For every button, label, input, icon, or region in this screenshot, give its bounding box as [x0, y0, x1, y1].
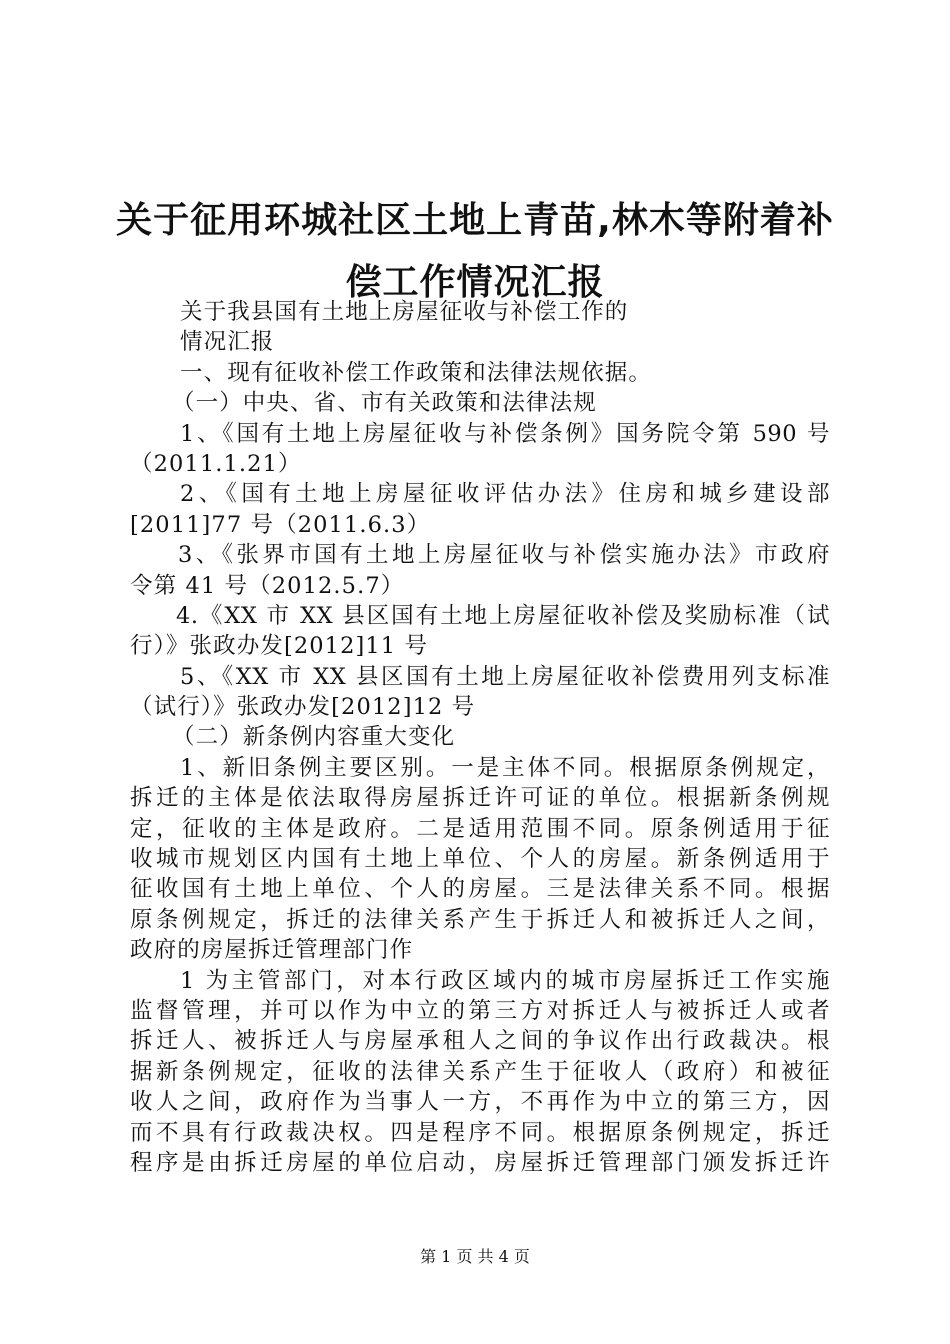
body-line: 征收国有土地上单位、个人的房屋。三是法律关系不同。根据	[130, 876, 830, 903]
body-line: （一）中央、省、市有关政策和法律法规	[172, 390, 597, 417]
body-line: 情况汇报	[180, 329, 275, 356]
body-line: 拆迁人、被拆迁人与房屋承租人之间的争议作出行政裁决。根	[130, 1028, 830, 1055]
body-line: 4.《XX 市 XX 县区国有土地上房屋征收补偿及奖励标准（试	[176, 602, 830, 629]
body-line: 行）》张政办发[2012]11 号	[130, 633, 429, 660]
body-line: 5、《XX 市 XX 县区国有土地上房屋征收补偿费用列支标准	[180, 663, 830, 690]
body-line: 令第 41 号（2012.5.7）	[130, 572, 405, 599]
body-line: 3、《张界市国有土地上房屋征收与补偿实施办法》市政府	[178, 542, 830, 569]
body-line: 政府的房屋拆迁管理部门作	[130, 937, 414, 964]
title-line-2: 偿工作情况汇报	[345, 262, 605, 303]
body-line: 1、新旧条例主要区别。一是主体不同。根据原条例规定，	[180, 754, 830, 781]
body-line: 2、《国有土地上房屋征收评估办法》住房和城乡建设部	[180, 481, 830, 508]
body-line: 关于我县国有土地上房屋征收与补偿工作的	[180, 299, 629, 325]
document-title	[100, 190, 850, 314]
document-body	[130, 297, 830, 1178]
body-line: 定，征收的主体是政府。二是适用范围不同。原条例适用于征	[130, 815, 830, 842]
page-footer: 第 1 页 共 4 页	[420, 1247, 530, 1266]
body-line: 而不具有行政裁决权。四是程序不同。根据原条例规定，拆迁	[130, 1119, 830, 1146]
body-line: （二）新条例内容重大变化	[172, 724, 456, 751]
body-line: 原条例规定，拆迁的法律关系产生于拆迁人和被拆迁人之间，	[130, 906, 830, 933]
body-line: 1 为主管部门，对本行政区域内的城市房屋拆迁工作实施	[180, 967, 830, 994]
body-line: [2011]77 号（2011.6.3）	[130, 511, 431, 538]
body-line: （2011.1.21）	[130, 450, 302, 477]
title-line-1: 关于征用环城社区土地上青苗,林木等附着补	[116, 200, 834, 241]
body-line: 监督管理，并可以作为中立的第三方对拆迁人与被拆迁人或者	[130, 997, 830, 1024]
body-line: 据新条例规定，征收的法律关系产生于征收人（政府）和被征	[130, 1058, 830, 1085]
body-line: 拆迁的主体是依法取得房屋拆迁许可证的单位。根据新条例规	[130, 785, 830, 812]
body-line: 1、《国有土地上房屋征收与补偿条例》国务院令第 590 号	[180, 420, 830, 447]
body-line: （试行）》张政办发[2012]12 号	[130, 694, 476, 721]
body-line: 一、现有征收补偿工作政策和法律法规依据。	[180, 359, 653, 386]
body-line: 收城市规划区内国有土地上单位、个人的房屋。新条例适用于	[130, 846, 830, 873]
body-line: 程序是由拆迁房屋的单位启动，房屋拆迁管理部门颁发拆迁许	[130, 1149, 830, 1176]
body-line: 收人之间，政府作为当事人一方，不再作为中立的第三方，因	[130, 1089, 830, 1116]
